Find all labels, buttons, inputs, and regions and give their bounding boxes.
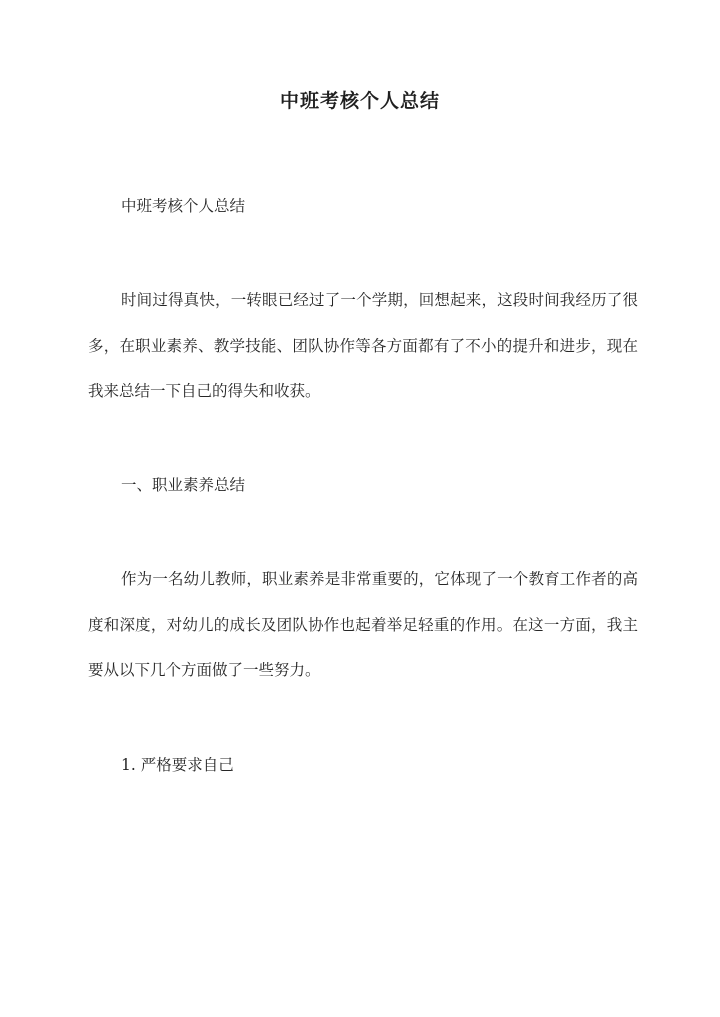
document-title: 中班考核个人总结 xyxy=(279,90,440,112)
section-paragraph: 作为一名幼儿教师，职业素养是非常重要的，它体现了一个教育工作者的高度和深度，对幼儿的成长及团队协作也起着举足轻重的作用。在这一方面，我主要从以下几个方面做了一些努力。 xyxy=(88,570,638,679)
intro-paragraph: 时间过得真快，一转眼已经过了一个学期，回想起来，这段时间我经历了很多，在职业素养、教学技能、团队协作等各方面都有了不小的提升和进步，现在我来总结一下自己的得失和收获。 xyxy=(88,291,638,400)
list-item-heading: 1. 严格要求自己 xyxy=(121,756,234,774)
section-heading: 一、职业素养总结 xyxy=(121,476,246,494)
subtitle-paragraph: 中班考核个人总结 xyxy=(121,197,246,215)
